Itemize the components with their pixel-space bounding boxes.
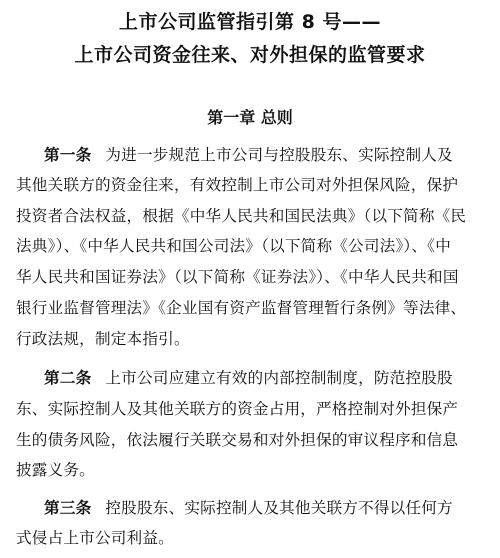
article-2-line-1 — [44, 367, 484, 389]
article-2-line-3: 生的债务风险，依法履行关联交易和对外担保的审议程序和信息 — [16, 431, 459, 449]
article-3-label: 第三条 — [44, 499, 92, 517]
article-1-line-1 — [44, 144, 484, 166]
article-1-line-7: 行政法规，制定本指引。 — [16, 330, 190, 348]
article-2-text: 上市公司应建立有效的内部控制制度，防范控股股 — [105, 369, 453, 387]
article-2-label: 第二条 — [44, 369, 92, 387]
article-1-line-6: 银行业监督管理法》《企业国有资产监督管理暂行条例》等法律、 — [16, 299, 467, 317]
article-3-line-2: 式侵占上市公司利益。 — [16, 529, 174, 547]
document-title-line-1: 上市公司监管指引第 8 号—— — [119, 11, 381, 33]
article-3-text: 控股股东、实际控制人及其他关联方不得以任何方 — [105, 499, 453, 517]
article-1-line-2: 其他关联方的资金往来，有效控制上市公司对外担保风险，保护 — [16, 176, 459, 194]
article-2-line-2: 东、实际控制人及其他关联方的资金占用，严格控制对外担保产 — [16, 400, 459, 418]
article-1-line-4: 法典》）、《中华人民共和国公司法》（以下简称《公司法》）、《中 — [16, 237, 452, 255]
article-1-line-3: 投资者合法权益，根据《中华人民共和国民法典》（以下简称《民 — [16, 207, 467, 225]
document-title-line-2: 上市公司资金往来、对外担保的监管要求 — [74, 44, 426, 66]
article-2-line-4: 披露义务。 — [16, 461, 95, 479]
article-1-label: 第一条 — [44, 146, 92, 164]
chapter-heading: 第一章 总则 — [207, 108, 293, 127]
article-1-text: 为进一步规范上市公司与控股股东、实际控制人及 — [105, 146, 453, 164]
article-1-line-5: 华人民共和国证券法》（以下简称《证券法》）、《中华人民共和国 — [16, 268, 459, 286]
article-3-line-1 — [44, 497, 484, 519]
